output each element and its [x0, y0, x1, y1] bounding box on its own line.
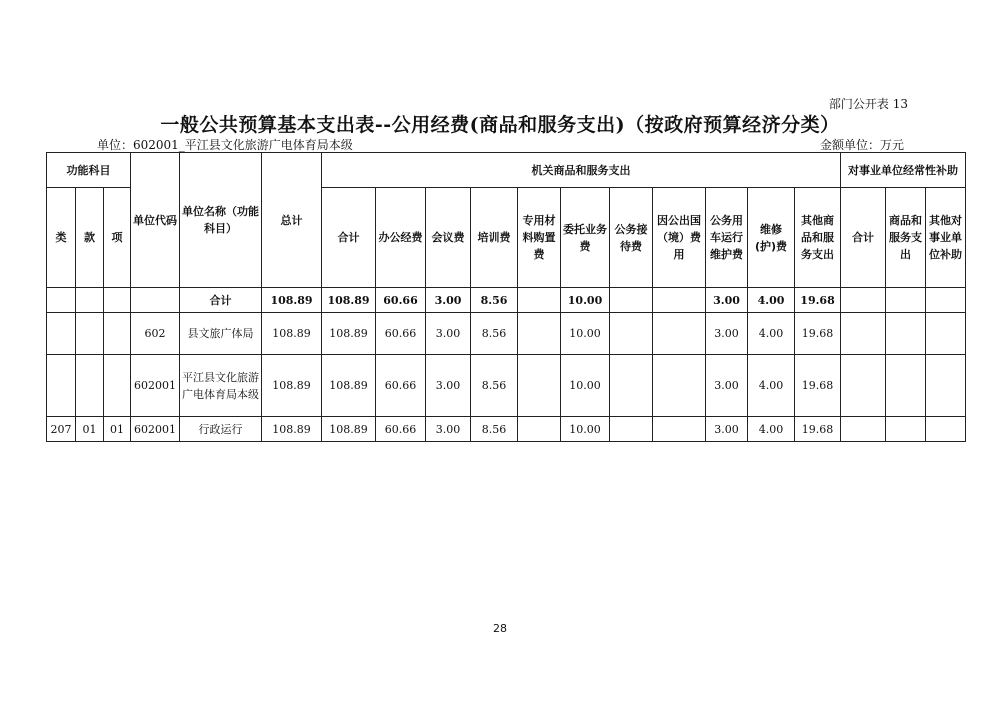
cell-xiang: 01 — [104, 417, 131, 442]
unit-label: 单位：602001_平江县文化旅游广电体育局本级 — [97, 138, 353, 152]
amount-unit-label: 金额单位：万元 — [819, 138, 904, 152]
cell-val — [610, 288, 653, 313]
header-lei: 类 — [47, 188, 76, 288]
header-sub-subtotal: 合计 — [841, 188, 886, 288]
header-col-abroad: 因公出国（境）费用 — [653, 188, 706, 288]
cell-val — [653, 417, 706, 442]
header-col-subtotal: 合计 — [322, 188, 376, 288]
cell-kuan — [76, 313, 104, 355]
cell-sub — [926, 417, 966, 442]
cell-sub — [886, 288, 926, 313]
header-unit-name: 单位名称（功能科目） — [180, 153, 262, 288]
header-col-vehicle: 公务用车运行维护费 — [706, 188, 748, 288]
cell-val — [653, 355, 706, 417]
cell-lei: 207 — [47, 417, 76, 442]
cell-sub — [926, 288, 966, 313]
cell-val: 4.00 — [748, 288, 795, 313]
header-xiang: 项 — [104, 188, 131, 288]
cell-code: 602001 — [131, 417, 180, 442]
cell-sub — [841, 355, 886, 417]
cell-name: 合计 — [180, 288, 262, 313]
header-sub-other: 其他对事业单位补助 — [926, 188, 966, 288]
cell-val: 60.66 — [376, 313, 426, 355]
header-col-materials: 专用材料购置费 — [518, 188, 561, 288]
cell-val — [518, 417, 561, 442]
cell-val: 108.89 — [322, 288, 376, 313]
cell-val: 3.00 — [426, 288, 471, 313]
header-col-commissioned: 委托业务费 — [561, 188, 610, 288]
page-code: 部门公开表 13 — [828, 97, 908, 111]
cell-val: 3.00 — [426, 417, 471, 442]
cell-sub — [886, 417, 926, 442]
cell-val: 60.66 — [376, 288, 426, 313]
cell-kuan — [76, 288, 104, 313]
cell-val: 3.00 — [706, 288, 748, 313]
cell-val: 8.56 — [471, 313, 518, 355]
cell-sub — [841, 417, 886, 442]
header-unit-code: 单位代码 — [131, 153, 180, 288]
cell-xiang — [104, 288, 131, 313]
header-total: 总计 — [262, 153, 322, 288]
cell-val: 8.56 — [471, 355, 518, 417]
table-row — [47, 313, 966, 355]
cell-val: 4.00 — [748, 313, 795, 355]
cell-val: 8.56 — [471, 288, 518, 313]
cell-sub — [886, 313, 926, 355]
cell-kuan: 01 — [76, 417, 104, 442]
cell-val: 10.00 — [561, 417, 610, 442]
table-row — [47, 355, 966, 417]
cell-total: 108.89 — [262, 355, 322, 417]
cell-val — [653, 288, 706, 313]
budget-table — [46, 152, 966, 442]
cell-val: 19.68 — [795, 313, 841, 355]
cell-val — [518, 355, 561, 417]
cell-val: 60.66 — [376, 355, 426, 417]
cell-sub — [926, 355, 966, 417]
cell-val: 3.00 — [426, 313, 471, 355]
cell-code — [131, 288, 180, 313]
header-col-repair: 维修(护)费 — [748, 188, 795, 288]
cell-code: 602 — [131, 313, 180, 355]
cell-val: 108.89 — [322, 355, 376, 417]
cell-name: 平江县文化旅游广电体育局本级 — [180, 355, 262, 417]
cell-val: 3.00 — [706, 355, 748, 417]
header-col-other: 其他商品和服务支出 — [795, 188, 841, 288]
cell-val: 10.00 — [561, 288, 610, 313]
cell-val: 8.56 — [471, 417, 518, 442]
cell-val: 10.00 — [561, 355, 610, 417]
cell-lei — [47, 313, 76, 355]
header-col-training: 培训费 — [471, 188, 518, 288]
header-sub-goods: 商品和服务支出 — [886, 188, 926, 288]
cell-val: 108.89 — [322, 313, 376, 355]
page-title: 一般公共预算基本支出表--公用经费(商品和服务支出)（按政府预算经济分类） — [160, 114, 840, 136]
cell-xiang — [104, 355, 131, 417]
cell-val: 3.00 — [706, 417, 748, 442]
cell-total: 108.89 — [262, 313, 322, 355]
header-func-subject: 功能科目 — [47, 153, 131, 188]
cell-val: 4.00 — [748, 355, 795, 417]
cell-kuan — [76, 355, 104, 417]
cell-total: 108.89 — [262, 417, 322, 442]
cell-val: 3.00 — [426, 355, 471, 417]
cell-name: 行政运行 — [180, 417, 262, 442]
cell-name: 县文旅广体局 — [180, 313, 262, 355]
cell-val: 10.00 — [561, 313, 610, 355]
cell-val: 4.00 — [748, 417, 795, 442]
page-number: 28 — [493, 622, 507, 635]
header-goods-services: 机关商品和服务支出 — [322, 153, 841, 188]
cell-val: 3.00 — [706, 313, 748, 355]
cell-lei — [47, 288, 76, 313]
cell-xiang — [104, 313, 131, 355]
cell-val — [518, 313, 561, 355]
cell-val: 19.68 — [795, 417, 841, 442]
cell-val — [610, 417, 653, 442]
table-row — [47, 417, 966, 442]
cell-val — [518, 288, 561, 313]
header-col-meeting: 会议费 — [426, 188, 471, 288]
header-subsidy-group: 对事业单位经常性补助 — [841, 153, 966, 188]
cell-val: 19.68 — [795, 288, 841, 313]
table-row-total — [47, 288, 966, 313]
cell-val: 19.68 — [795, 355, 841, 417]
cell-val — [610, 313, 653, 355]
cell-val — [610, 355, 653, 417]
cell-total: 108.89 — [262, 288, 322, 313]
header-col-office: 办公经费 — [376, 188, 426, 288]
cell-sub — [841, 288, 886, 313]
cell-sub — [926, 313, 966, 355]
cell-sub — [841, 313, 886, 355]
cell-sub — [886, 355, 926, 417]
header-kuan: 款 — [76, 188, 104, 288]
cell-lei — [47, 355, 76, 417]
cell-val — [653, 313, 706, 355]
cell-val: 108.89 — [322, 417, 376, 442]
cell-val: 60.66 — [376, 417, 426, 442]
cell-code: 602001 — [131, 355, 180, 417]
header-col-reception: 公务接待费 — [610, 188, 653, 288]
